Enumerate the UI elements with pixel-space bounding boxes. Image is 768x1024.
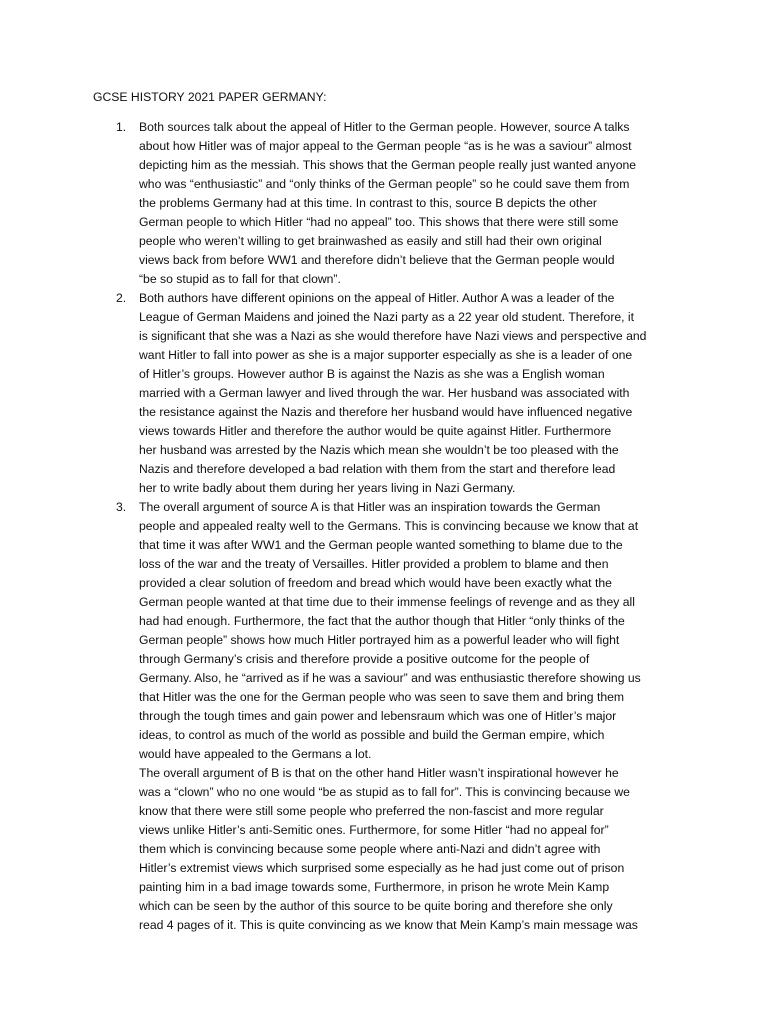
text-line: her husband was arrested by the Nazis which mean she wouldn’t be too pleased with the: [139, 443, 619, 457]
text-line: of Hitler’s groups. However author B is against the Nazis as she was a English woman: [139, 367, 605, 381]
text-line: through Germany’s crisis and therefore provide a positive outcome for the people of: [139, 652, 590, 666]
text-line: married with a German lawyer and lived through the war. Her husband was associated with: [139, 386, 630, 400]
text-line: views back from before WW1 and therefore didn’t believe that the German people would: [139, 253, 615, 267]
text-line: German people” shows how much Hitler portrayed him as a powerful leader who will fight: [139, 633, 620, 647]
text-line: The overall argument of B is that on the other hand Hitler wasn’t inspirational however he: [139, 766, 619, 780]
text-line: her to write badly about them during her years living in Nazi Germany.: [139, 481, 516, 495]
text-line: who was “enthusiastic” and “only thinks of the German people” so he could save them from: [139, 177, 630, 191]
list-number: 3.: [116, 500, 127, 514]
text-line: through the tough times and gain power and lebensraum which was one of Hitler’s major: [139, 709, 617, 723]
text-line: people and appealed realty well to the Germans. This is convincing because we know that at: [139, 519, 639, 533]
text-line: painting him in a bad image towards some, Furthermore, in prison he wrote Mein Kamp: [139, 880, 610, 894]
text-line: loss of the war and the treaty of Versailles. Hitler provided a problem to blame and then: [139, 557, 609, 571]
text-line: Hitler’s extremist views which surprised some especially as he had just come out of prison: [139, 861, 625, 875]
answer-paragraph: [139, 289, 684, 498]
answer-list: [0, 118, 768, 935]
answer-paragraph: [139, 498, 684, 935]
text-line: views unlike Hitler’s anti-Semitic ones. Furthermore, for some Hitler “had no appeal for”: [139, 823, 609, 837]
text-line: German people wanted at that time due to their immense feelings of revenge and as they all: [139, 595, 635, 609]
text-line: about how Hitler was of major appeal to the German people “as is he was a saviour” almost: [139, 139, 632, 153]
list-item: [0, 118, 768, 289]
text-line: views towards Hitler and therefore the author would be quite against Hitler. Furthermore: [139, 424, 612, 438]
text-line: that Hitler was the one for the German people who was seen to save them and bring them: [139, 690, 625, 704]
text-line: read 4 pages of it. This is quite convincing as we know that Mein Kamp’s main message was: [139, 918, 638, 932]
text-line: Both sources talk about the appeal of Hitler to the German people. However, source A talks: [139, 120, 630, 134]
list-number: 2.: [116, 291, 127, 305]
text-line: people who weren’t willing to get brainwashed as easily and still had their own original: [139, 234, 602, 248]
text-line: Germany. Also, he “arrived as if he was a saviour” and was enthusiastic therefore showing us: [139, 671, 641, 685]
text-line: the problems Germany had at this time. In contrast to this, source B depicts the other: [139, 196, 597, 210]
text-line: know that there were still some people who preferred the non-fascist and more regular: [139, 804, 604, 818]
text-line: which can be seen by the author of this source to be quite boring and therefore she only: [139, 899, 613, 913]
text-line: had had enough. Furthermore, the fact that the author though that Hitler “only thinks of the: [139, 614, 625, 628]
text-line: The overall argument of source A is that Hitler was an inspiration towards the German: [139, 500, 601, 514]
text-line: ideas, to control as much of the world as possible and build the German empire, which: [139, 728, 605, 742]
text-line: is significant that she was a Nazi as she would therefore have Nazi views and perspective and: [139, 329, 647, 343]
text-line: the resistance against the Nazis and therefore her husband would have influenced negative: [139, 405, 633, 419]
document-title: GCSE HISTORY 2021 PAPER GERMANY:: [93, 90, 327, 104]
text-line: League of German Maidens and joined the Nazi party as a 22 year old student. Therefore, it: [139, 310, 635, 324]
text-line: provided a clear solution of freedom and bread which would have been exactly what the: [139, 576, 612, 590]
answer-paragraph: [139, 118, 684, 289]
text-line: Both authors have different opinions on the appeal of Hitler. Author A was a leader of the: [139, 291, 615, 305]
text-line: was a “clown” who no one would “be as stupid as to fall for”. This is convincing because we: [139, 785, 630, 799]
list-item: [0, 289, 768, 498]
text-line: depicting him as the messiah. This shows that the German people really just wanted anyone: [139, 158, 637, 172]
text-line: that time it was after WW1 and the German people wanted something to blame due to the: [139, 538, 623, 552]
list-item: [0, 498, 768, 935]
text-line: Nazis and therefore developed a bad relation with them from the start and therefore lead: [139, 462, 616, 476]
text-line: German people to which Hitler “had no appeal” too. This shows that there were still some: [139, 215, 619, 229]
text-line: them which is convincing because some people where anti-Nazi and didn’t agree with: [139, 842, 601, 856]
text-line: would have appealed to the Germans a lot.: [139, 747, 372, 761]
text-line: want Hitler to fall into power as she is a major supporter especially as she is a leader of one: [139, 348, 633, 362]
list-number: 1.: [116, 120, 127, 134]
text-line: “be so stupid as to fall for that clown”.: [139, 272, 341, 286]
